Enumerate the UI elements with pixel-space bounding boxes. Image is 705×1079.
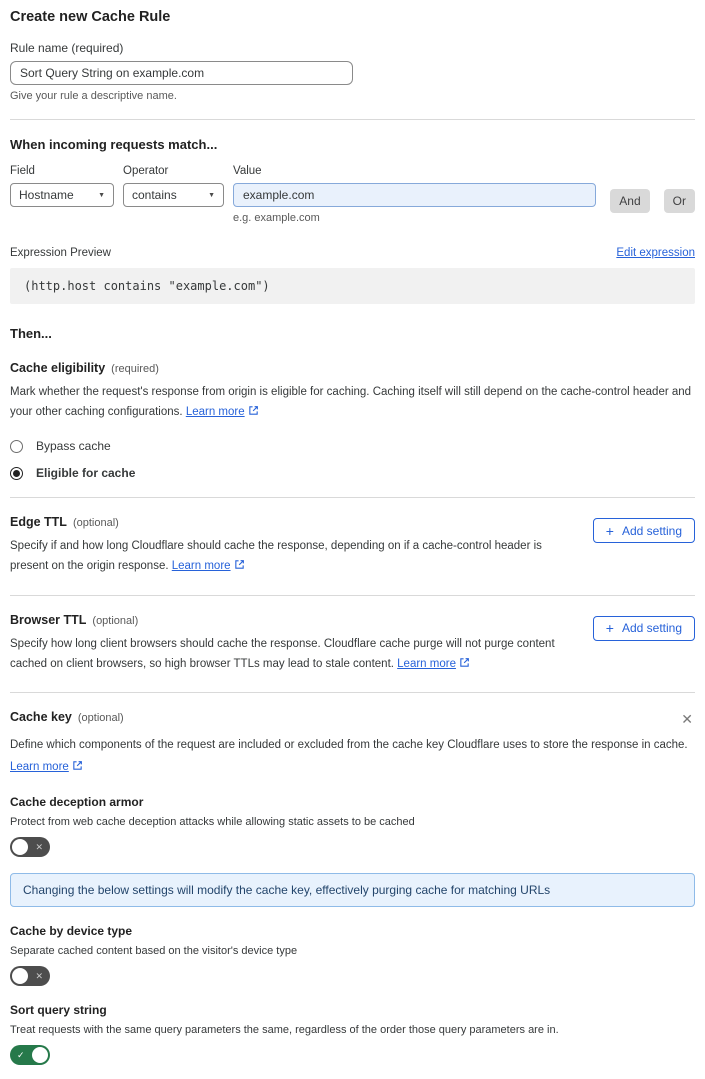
close-icon[interactable]: ✕ bbox=[681, 710, 693, 727]
expression-preview-label: Expression Preview bbox=[10, 247, 111, 259]
match-heading: When incoming requests match... bbox=[10, 137, 218, 152]
cache-deception-armor-setting bbox=[10, 795, 695, 857]
field-label: Field bbox=[10, 165, 35, 177]
chevron-down-icon: ▼ bbox=[98, 191, 105, 199]
sort-query-string-setting bbox=[10, 1003, 695, 1065]
toggle-knob bbox=[12, 839, 28, 855]
cache-by-device-type-setting bbox=[10, 924, 695, 986]
radio-eligible-for-cache[interactable]: Eligible for cache bbox=[10, 466, 695, 480]
check-icon: ✓ bbox=[17, 1049, 25, 1060]
external-link-icon bbox=[459, 655, 470, 675]
cache-key-optional-tag: (optional) bbox=[77, 711, 124, 724]
learn-more-link[interactable]: Learn more bbox=[10, 760, 69, 773]
cache-by-device-type-title: Cache by device type bbox=[10, 924, 133, 938]
divider bbox=[10, 119, 695, 120]
divider bbox=[10, 497, 695, 498]
browser-ttl-title: Browser TTL bbox=[10, 612, 87, 627]
cache-eligibility-description: Mark whether the request's response from origin is eligible for caching. Caching itself will still depend on the cache-control header and your other caching configurations. Learn more bbox=[10, 382, 695, 423]
edge-ttl-section bbox=[10, 515, 695, 577]
rule-name-label: Rule name (required) bbox=[10, 41, 124, 55]
x-icon: ✕ bbox=[35, 841, 43, 852]
cache-key-warning-banner: Changing the below settings will modify the cache key, effectively purging cache for matching URLs bbox=[10, 873, 695, 907]
edit-expression-link[interactable]: Edit expression bbox=[616, 247, 695, 259]
browser-ttl-section bbox=[10, 613, 695, 675]
cache-key-title: Cache key bbox=[10, 709, 72, 724]
learn-more-link[interactable]: Learn more bbox=[185, 406, 245, 419]
external-link-icon bbox=[72, 758, 83, 778]
operator-select[interactable] bbox=[123, 183, 224, 207]
match-row bbox=[10, 165, 695, 224]
cache-key-section bbox=[10, 710, 695, 1065]
divider bbox=[10, 595, 695, 596]
chevron-down-icon: ▼ bbox=[208, 191, 215, 199]
browser-ttl-add-setting-button[interactable]: + Add setting bbox=[593, 616, 695, 641]
operator-label: Operator bbox=[123, 165, 169, 177]
value-input[interactable] bbox=[233, 183, 596, 207]
cache-key-description: Define which components of the request are included or excluded from the cache key Cloudflare uses to store the response in cache. bbox=[10, 738, 688, 751]
sort-query-string-title: Sort query string bbox=[10, 1003, 107, 1017]
rule-name-input[interactable] bbox=[10, 61, 353, 85]
cache-eligibility-title: Cache eligibility bbox=[10, 361, 106, 375]
edge-ttl-title: Edge TTL bbox=[10, 515, 67, 530]
sort-query-string-description: Treat requests with the same query parameters the same, regardless of the order those query parameters are in. bbox=[10, 1024, 559, 1036]
learn-more-link[interactable]: Learn more bbox=[397, 657, 456, 670]
learn-more-link[interactable]: Learn more bbox=[171, 560, 231, 573]
browser-ttl-optional-tag: (optional) bbox=[92, 614, 139, 627]
external-link-icon bbox=[234, 557, 245, 577]
plus-icon: + bbox=[605, 620, 614, 636]
plus-icon: + bbox=[605, 522, 614, 539]
edge-ttl-description: Specify if and how long Cloudflare should cache the response, depending on if a cache-control header is present on the origin response. Learn more bbox=[10, 536, 570, 577]
then-heading: Then... bbox=[10, 326, 52, 341]
x-icon: ✕ bbox=[35, 970, 43, 981]
edge-ttl-optional-tag: (optional) bbox=[72, 517, 119, 530]
divider bbox=[10, 692, 695, 693]
page-title: Create new Cache Rule bbox=[10, 9, 171, 25]
and-button[interactable]: And bbox=[610, 189, 649, 213]
cache-by-device-type-description: Separate cached content based on the visitor's device type bbox=[10, 945, 298, 957]
toggle-knob bbox=[12, 968, 28, 984]
value-helper: e.g. example.com bbox=[233, 212, 320, 224]
rule-name-helper: Give your rule a descriptive name. bbox=[10, 90, 177, 102]
edge-ttl-add-setting-button[interactable]: + Add setting bbox=[593, 518, 695, 543]
radio-icon bbox=[10, 440, 23, 453]
cache-eligibility-required-tag: (required) bbox=[111, 363, 159, 375]
value-label: Value bbox=[233, 165, 262, 177]
cache-deception-armor-description: Protect from web cache deception attacks while allowing static assets to be cached bbox=[10, 816, 415, 828]
browser-ttl-description: Specify how long client browsers should cache the response. Cloudflare cache purge will not purge content cached on client browsers, so high browser TTLs may lead to stale content. Learn more bbox=[10, 634, 570, 675]
expression-preview-code: (http.host contains "example.com") bbox=[10, 268, 695, 304]
cache-deception-armor-title: Cache deception armor bbox=[10, 795, 144, 809]
cache-deception-armor-toggle[interactable] bbox=[10, 837, 50, 857]
radio-bypass-cache[interactable]: Bypass cache bbox=[10, 439, 695, 453]
field-select-value: Hostname bbox=[19, 188, 74, 202]
cache-by-device-type-toggle[interactable] bbox=[10, 966, 50, 986]
cache-eligibility-section bbox=[10, 361, 695, 480]
external-link-icon bbox=[248, 403, 259, 423]
sort-query-string-toggle[interactable] bbox=[10, 1045, 50, 1065]
operator-select-value: contains bbox=[132, 188, 177, 202]
field-select[interactable] bbox=[10, 183, 114, 207]
radio-icon bbox=[10, 467, 23, 480]
or-button[interactable]: Or bbox=[664, 189, 695, 213]
toggle-knob bbox=[32, 1047, 48, 1063]
